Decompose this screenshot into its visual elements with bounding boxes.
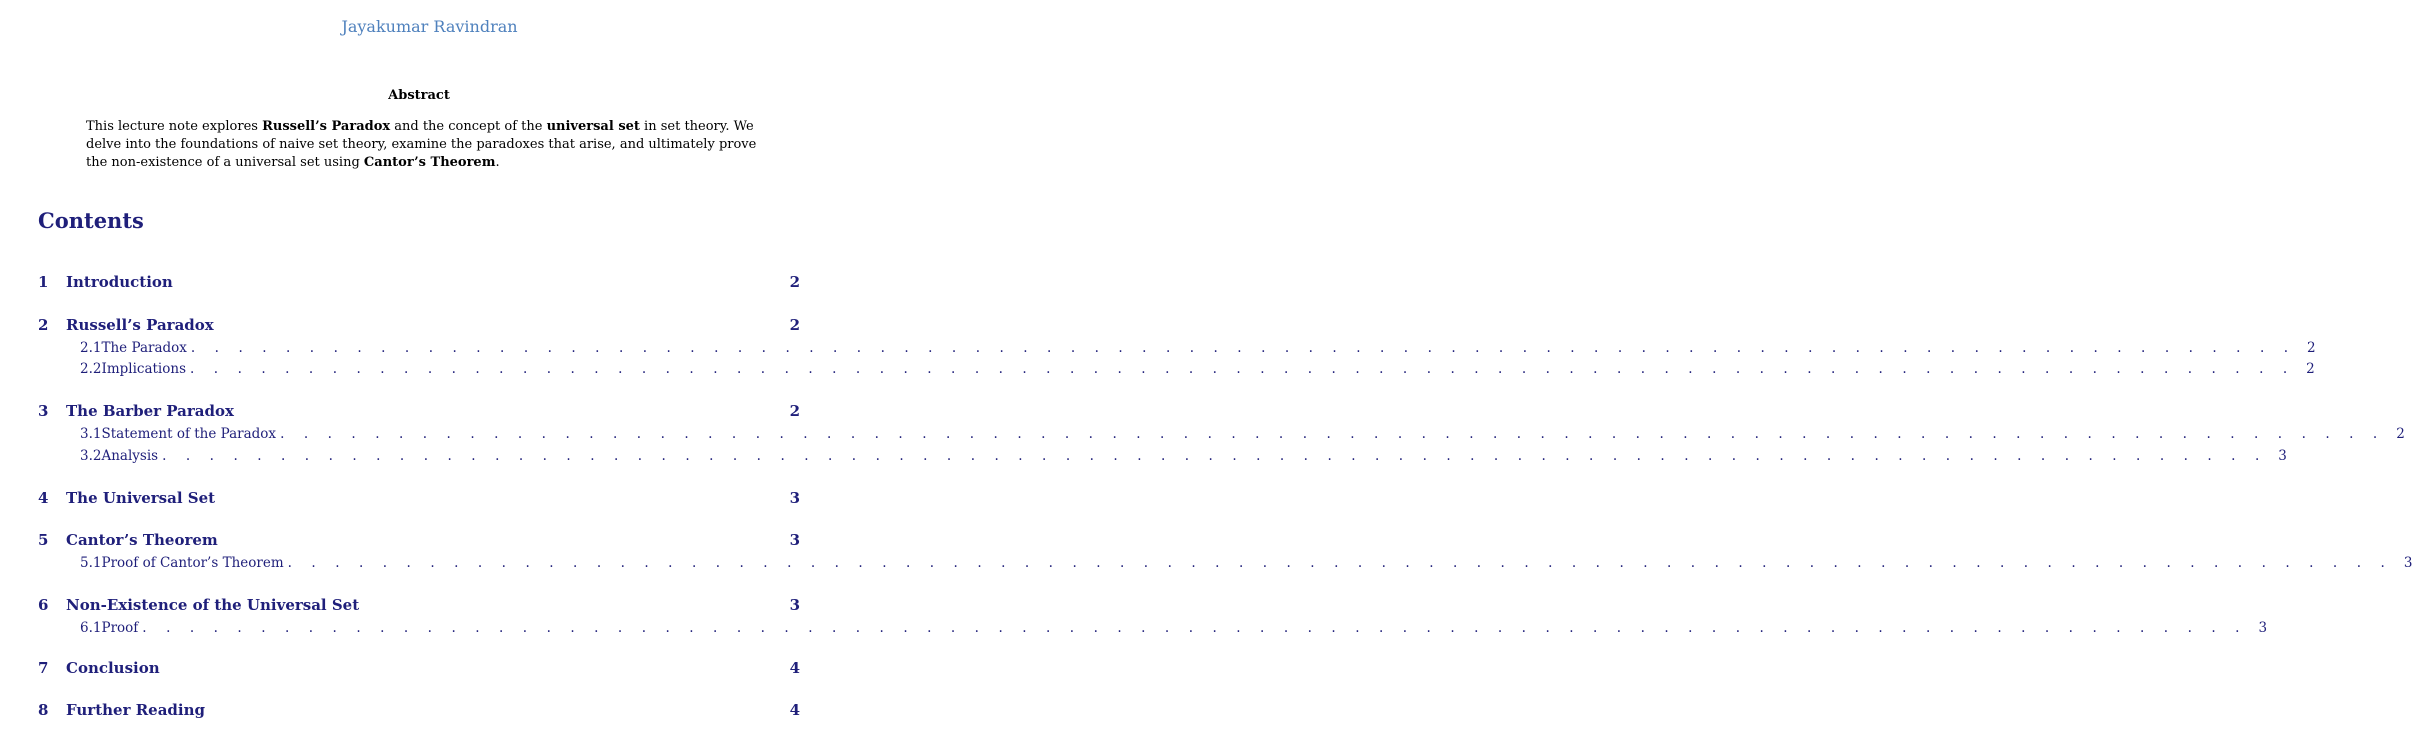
abstract-bold-universal-set: universal set: [546, 119, 640, 134]
toc-section-universal-set[interactable]: [38, 489, 800, 507]
toc-page-number: 3: [2278, 448, 2287, 464]
toc-leader-dots: . . . . . . . . . . . . . . . . . . . . . . . . . . . . . . . . . . . . . . . . . . . . . . . . . . . . . . . . . . . . . . . . . . . . . . . . . . . . . . . . . . . . . . . . .: [162, 448, 2267, 464]
toc-number: 5: [38, 531, 49, 549]
toc-subsection-the-paradox[interactable]: [38, 340, 2316, 356]
abstract-text-part: in set theory. We delve into the foundations of naive set theory, examine the paradoxes that arise, and ultimately prove the non-existence of a universal set using: [86, 119, 757, 170]
toc-title: Non-Existence of the Universal Set: [66, 596, 360, 614]
toc-section-barber-paradox[interactable]: [38, 402, 800, 420]
toc-number: 3: [38, 402, 49, 420]
abstract-text-part: This lecture note explores: [86, 119, 263, 134]
toc-page-number: 2: [2306, 361, 2315, 377]
toc-leader-dots: . . . . . . . . . . . . . . . . . . . . . . . . . . . . . . . . . . . . . . . . . . . . . . . . . . . . . . . . . . . . . . . . . . . . . . . . . . . . . . . . . . . . . . . . .: [142, 620, 2248, 636]
toc-page-number: 3: [2403, 555, 2412, 571]
contents-heading: Contents: [38, 208, 144, 233]
toc-title: Conclusion: [66, 659, 160, 677]
toc-title: Proof: [101, 620, 139, 636]
abstract-bold-russell: Russell’s Paradox: [262, 119, 391, 134]
toc-section-introduction[interactable]: [38, 273, 800, 291]
toc-page-number: 3: [789, 596, 800, 614]
toc-title: Introduction: [66, 273, 173, 291]
toc-page-number: 2: [2307, 340, 2316, 356]
toc-number: 5.1: [80, 555, 102, 571]
toc-page-number: 3: [2258, 620, 2268, 636]
toc-page-number: 2: [789, 273, 800, 291]
toc-title: Proof of Cantor’s Theorem: [101, 555, 284, 571]
toc-number: 3.1: [80, 426, 102, 442]
abstract-text-part: .: [495, 155, 500, 170]
toc-number: 8: [38, 701, 49, 719]
toc-number: 1: [38, 273, 49, 291]
toc-number: 2: [38, 316, 49, 334]
toc-page-number: 2: [789, 316, 800, 334]
toc-page-number: 4: [789, 701, 800, 719]
toc-subsection-analysis[interactable]: [38, 448, 2287, 464]
toc-title: Russell’s Paradox: [66, 316, 214, 334]
toc-subsection-implications[interactable]: [38, 361, 2315, 377]
toc-subsection-statement-of-paradox[interactable]: [38, 426, 2405, 442]
toc-section-conclusion[interactable]: [38, 659, 800, 677]
toc-leader-dots: . . . . . . . . . . . . . . . . . . . . . . . . . . . . . . . . . . . . . . . . . . . . . . . . . . . . . . . . . . . . . . . . . . . . . . . . . . . . . . . . . . . . . . . . .: [287, 555, 2393, 571]
toc-title: The Barber Paradox: [66, 402, 234, 420]
abstract-text: [86, 118, 758, 172]
toc-title: The Universal Set: [66, 489, 216, 507]
toc-number: 4: [38, 489, 49, 507]
toc-number: 2.2: [80, 361, 102, 377]
abstract-bold-cantor: Cantor’s Theorem: [363, 155, 496, 170]
author-name: Jayakumar Ravindran: [341, 17, 518, 36]
toc-number: 6.1: [80, 620, 102, 636]
toc-page-number: 4: [789, 659, 800, 677]
toc-section-russells-paradox[interactable]: [38, 316, 800, 334]
toc-page-number: 2: [789, 402, 800, 420]
toc-title: The Paradox: [101, 340, 187, 356]
toc-leader-dots: . . . . . . . . . . . . . . . . . . . . . . . . . . . . . . . . . . . . . . . . . . . . . . . . . . . . . . . . . . . . . . . . . . . . . . . . . . . . . . . . . . . . . . . . .: [190, 340, 2296, 356]
toc-section-further-reading[interactable]: [38, 701, 800, 719]
toc-page-number: 3: [789, 531, 800, 549]
toc-subsection-proof-of-cantors-theorem[interactable]: [38, 555, 2412, 571]
abstract-title: Abstract: [388, 88, 450, 103]
toc-number: 7: [38, 659, 49, 677]
toc-section-cantors-theorem[interactable]: [38, 531, 800, 549]
toc-title: Statement of the Paradox: [101, 426, 277, 442]
toc-section-non-existence-universal-set[interactable]: [38, 596, 800, 614]
toc-title: Implications: [101, 361, 186, 377]
toc-title: Further Reading: [66, 701, 206, 719]
toc-number: 3.2: [80, 448, 102, 464]
toc-subsection-proof[interactable]: [38, 620, 2268, 636]
toc-page-number: 3: [789, 489, 800, 507]
toc-number: 2.1: [80, 340, 102, 356]
toc-leader-dots: . . . . . . . . . . . . . . . . . . . . . . . . . . . . . . . . . . . . . . . . . . . . . . . . . . . . . . . . . . . . . . . . . . . . . . . . . . . . . . . . . . . . . . . . .: [190, 361, 2295, 377]
toc-leader-dots: . . . . . . . . . . . . . . . . . . . . . . . . . . . . . . . . . . . . . . . . . . . . . . . . . . . . . . . . . . . . . . . . . . . . . . . . . . . . . . . . . . . . . . . . .: [280, 426, 2385, 442]
toc-title: Analysis: [101, 448, 159, 464]
toc-title: Cantor’s Theorem: [66, 531, 218, 549]
toc-number: 6: [38, 596, 49, 614]
abstract-text-part: and the concept of the: [390, 119, 547, 134]
toc-page-number: 2: [2396, 426, 2405, 442]
